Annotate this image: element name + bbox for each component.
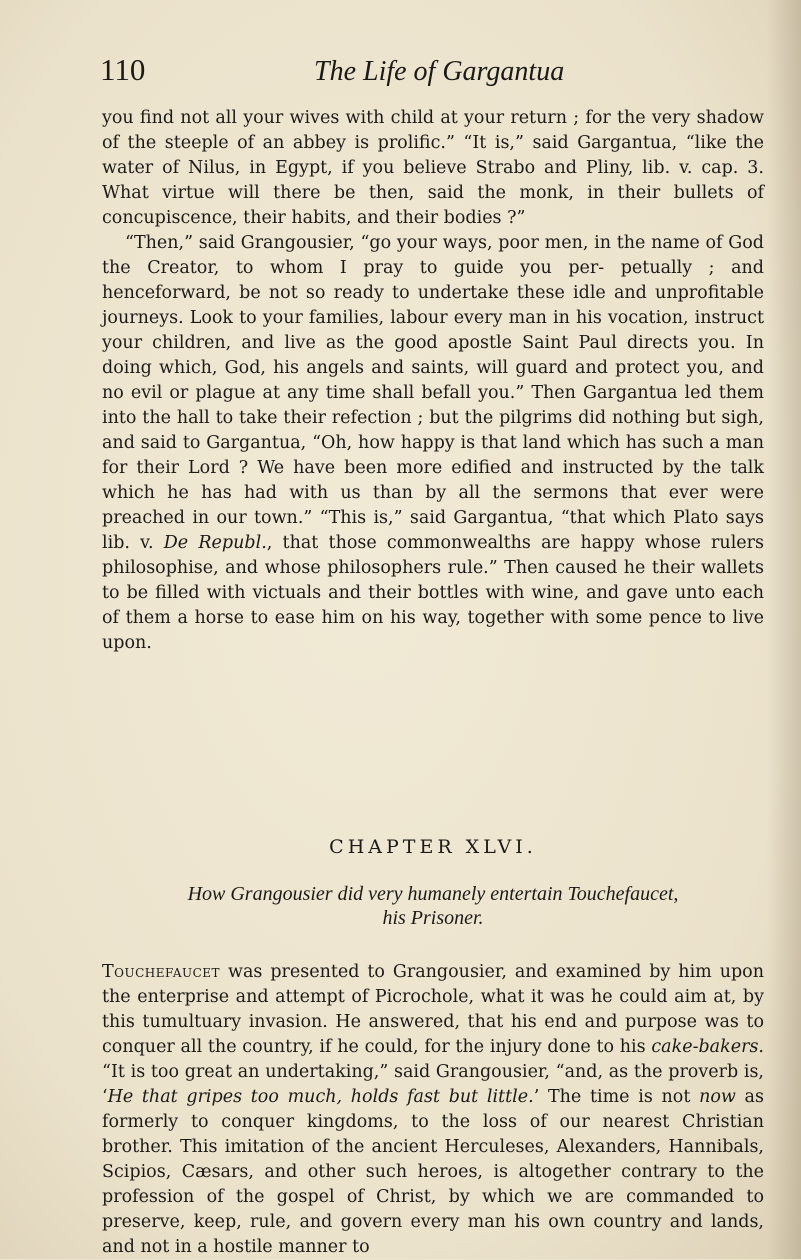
paragraph-grangousier-farewell [102,231,764,656]
running-title: The Life of Gargantua [314,56,565,87]
chapter-subtitle [102,882,764,930]
italic-proverb: He that gripes too much, holds fast but little. [107,1087,534,1107]
italic-word: now [699,1087,736,1107]
page-number: 110 [100,52,146,87]
page-header [100,52,760,92]
paragraph-text: as formerly to conquer kingdoms, to the loss of our nearest Christian brother. This imitation of the ancient Herculeses, Alexanders, Hannibals, Scipios, Cæsars, and other such heroes, is altogether contrary to the profession of the gospel of Christ, by which we are commanded to preserve, keep, rule, and govern every man his own country and lands, and not in a hostile manner to [102,1087,764,1257]
paragraph-text: was presented to Grangousier, and examined by him upon the enterprise and attempt of Picrochole, what it was he could aim at, by this tumultuary invasion. He answered, that his end and purpose was to conquer all the country, if he could, for the injury done to his [102,962,764,1057]
italic-phrase: cake-bakers. [651,1037,764,1057]
chapter-heading: CHAPTER XLVI. [329,836,537,858]
paragraph-text: , that those commonwealths are happy whose rulers philosophise, and whose philosophers rule.” Then caused he their wallets to be filled with victuals and their bottles with wine, and gave unto each of them a horse to ease him on his way, together with some pence to live upon. [102,533,764,653]
paragraph-continuation: you find not all your wives with child at your return ; for the very shadow of the steeple of an abbey is prolific.” “It is,” said Gargantua, “like the water of Nilus, in Egypt, if you believe Strabo and Pliny, lib. v. cap. 3. What virtue will there be then, said the monk, in their bullets of concupiscence, their habits, and their bodies ?” [102,108,764,228]
paragraph-text: “Then,” said Grangousier, “go your ways, poor men, in the name of God the Creator, to whom I pray to guide you per- petually ; and henceforward, be not so ready to undertake these idle and unprofitable journeys. Look to your families, labour every man in his vocation, instruct your children, and live as the good apostle Saint Paul directs you. In doing which, God, his angels and saints, will guard and protect you, and no evil or plague at any time shall befall you.” Then Gargantua led them into the hall to take their refection ; but the pilgrims did nothing but sigh, and said to Gargantua, “Oh, how happy is that land which has such a man for their Lord ? We have been more edified and instructed by the talk which he has had with us than by all the sermons that ever were preached in our town.” “This is,” said Gargantua, “that which Plato says lib. v. [102,233,764,553]
paragraph-text: ’ The time is not [533,1087,700,1107]
text-block-chapter [102,960,764,1260]
italic-title: De Republ. [163,533,267,553]
chapter-subtitle-line: How Grangousier did very humanely entertain Touchefaucet, [187,883,679,905]
paragraph-text: “It is too great an undertaking,” said Grangousier, “and, as the proverb is, ‘ [102,1062,764,1107]
text-block-top [102,106,764,656]
page-edge-shadow [767,0,801,1259]
paragraph-touchefaucet [102,960,764,1260]
chapter-subtitle-line: his Prisoner. [382,907,484,929]
lead-word: Touchefaucet [102,962,221,982]
